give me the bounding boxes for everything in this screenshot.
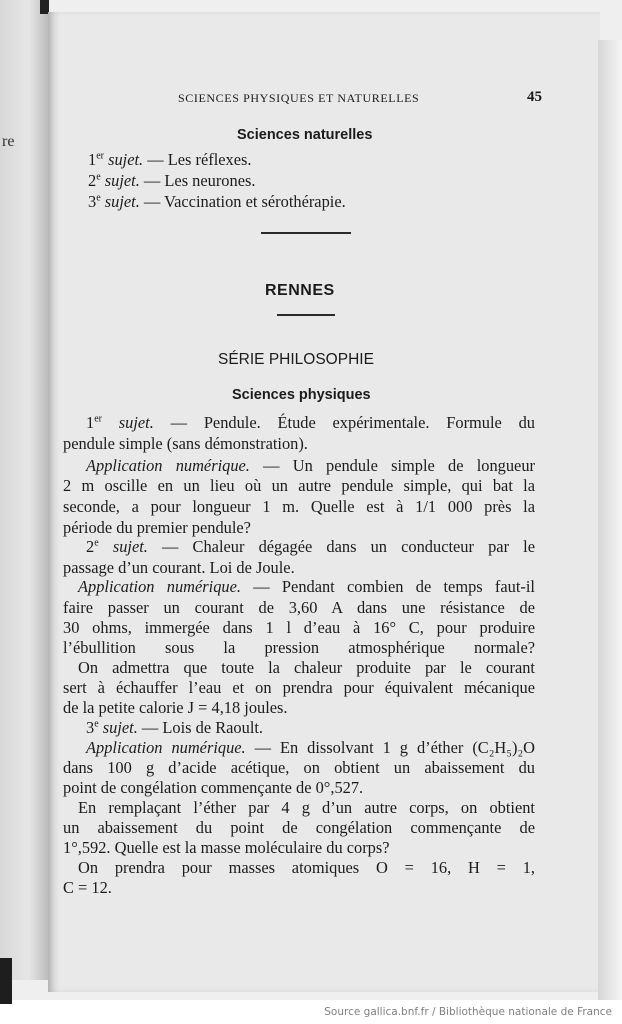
body-line: dans 100 g d’acide acétique, on obtient un abaissement du (63, 758, 535, 777)
page-number: 45 (527, 89, 542, 105)
body-line: 1°,592. Quelle est la masse moléculaire du corps? (63, 838, 390, 857)
running-title: SCIENCES PHYSIQUES ET NATURELLES (178, 91, 420, 105)
serie-heading: SÉRIE PHILOSOPHIE (218, 351, 374, 368)
body-line: faire passer un courant de 3,60 A dans une résistance de (63, 598, 535, 617)
body-line: passage d’un courant. Loi de Joule. (63, 558, 295, 577)
body-line: 3e sujet. — Lois de Raoult. (86, 718, 264, 737)
city-heading: RENNES (265, 282, 335, 299)
subject-line: 2e sujet. — Les neurones. (88, 171, 256, 190)
body-line: On prendra pour masses atomiques O = 16, H = 1, (78, 858, 535, 877)
left-page-fragment: re (2, 133, 15, 150)
heading-sciences-naturelles: Sciences naturelles (237, 127, 373, 143)
body-line: Application numérique. — En dissolvant 1 g d’éther (C₂H₅)₂O (86, 738, 535, 757)
body-line: pendule simple (sans démonstration). (63, 434, 308, 453)
body-line: sert à échauffer l’eau et on prendra pour équivalent mécanique (63, 678, 535, 697)
body-line: Application numérique. — Un pendule simple de longueur (86, 456, 535, 475)
body-line: 2 m oscille en un lieu où un autre pendule simple, qui bat la (63, 476, 535, 495)
body-line: seconde, a pour longueur 1 m. Quelle est à 1/1 000 près la (63, 497, 535, 516)
spine-shadow-bottom (0, 958, 12, 1004)
page-edge-right (598, 40, 622, 1000)
separator-rule (261, 232, 351, 234)
body-line: C = 12. (63, 878, 112, 897)
body-line: période du premier pendule? (63, 518, 251, 537)
body-line: On admettra que toute la chaleur produite par le courant (78, 658, 535, 677)
subject-line: 3e sujet. — Vaccination et sérothérapie. (88, 192, 346, 211)
body-line: un abaissement du point de congélation commençante de (63, 818, 535, 837)
body-line: de la petite calorie J = 4,18 joules. (63, 698, 288, 717)
body-line: 30 ohms, immergée dans 1 l d’eau à 16° C, pour produire (63, 618, 535, 637)
body-line: Application numérique. — Pendant combien de temps faut-il (78, 577, 535, 596)
body-line: 2e sujet. — Chaleur dégagée dans un conducteur par le (86, 537, 535, 556)
body-line: En remplaçant l’éther par 4 g d’un autre corps, on obtient (78, 798, 535, 817)
body-line: 1er sujet. — Pendule. Étude expérimentale. Formule du (86, 413, 535, 432)
source-footer: Source gallica.bnf.fr / Bibliothèque nationale de France (324, 1006, 612, 1018)
body-line: l’ébullition sous la pression atmosphérique normale? (63, 638, 535, 657)
heading-sciences-physiques: Sciences physiques (232, 387, 371, 403)
body-line: point de congélation commençante de 0°,527. (63, 778, 364, 797)
separator-rule-short (277, 314, 335, 316)
subject-line: 1er sujet. — Les réflexes. (88, 150, 252, 169)
